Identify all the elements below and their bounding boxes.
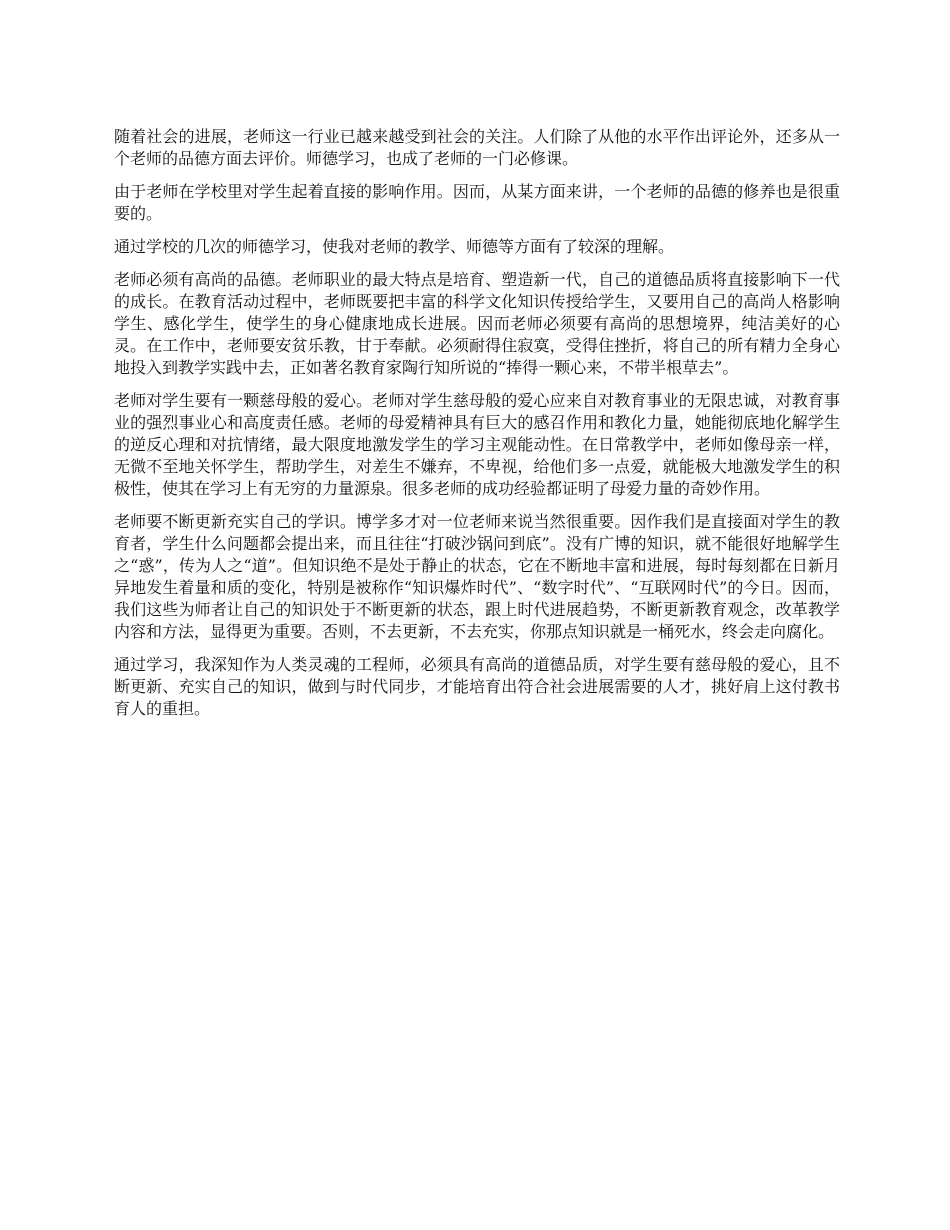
- document-body: [114, 126, 840, 731]
- paragraph-4: 老师必须有高尚的品德。老师职业的最大特点是培育、塑造新一代，自己的道德品质将直接影响下一代的成长。在教育活动过程中，老师既要把丰富的科学文化知识传授给学生，又要用自己的高尚人格影响学生、感化学生，使学生的身心健康地成长进展。因而老师必须要有高尚的思想境界，纯洁美好的心灵。在工作中，老师要安贫乐教，甘于奉献。必须耐得住寂寞，受得住挫折，将自己的所有精力全身心地投入到教学实践中去，正如著名教育家陶行知所说的“捧得一颗心来，不带半根草去”。: [114, 270, 840, 377]
- paragraph-7: 通过学习，我深知作为人类灵魂的工程师，必须具有高尚的道德品质，对学生要有慈母般的爱心，且不断更新、充实自己的知识，做到与时代同步，才能培育出符合社会进展需要的人才，挑好肩上这付教书育人的重担。: [114, 655, 840, 718]
- paragraph-2: 由于老师在学校里对学生起着直接的影响作用。因而，从某方面来讲，一个老师的品德的修养也是很重要的。: [114, 182, 840, 223]
- paragraph-1: 随着社会的进展，老师这一行业已越来越受到社会的关注。人们除了从他的水平作出评论外，还多从一个老师的品德方面去评价。师德学习，也成了老师的一门必修课。: [114, 127, 840, 168]
- paragraph-5: 老师对学生要有一颗慈母般的爱心。老师对学生慈母般的爱心应来自对教育事业的无限忠诚，对教育事业的强烈事业心和高度责任感。老师的母爱精神具有巨大的感召作用和教化力量，她能彻底地化解学生的逆反心理和对抗情绪，最大限度地激发学生的学习主观能动性。在日常教学中，老师如像母亲一样，无微不至地关怀学生，帮助学生，对差生不嫌弃，不卑视，给他们多一点爱，就能极大地激发学生的积极性，使其在学习上有无穷的力量源泉。很多老师的成功经验都证明了母爱力量的奇妙作用。: [114, 391, 840, 498]
- paragraph-3: 通过学校的几次的师德学习，使我对老师的教学、师德等方面有了较深的理解。: [114, 237, 675, 256]
- paragraph-6: 老师要不断更新充实自己的学识。博学多才对一位老师来说当然很重要。因作我们是直接面对学生的教育者，学生什么问题都会提出来，而且往往“打破沙锅问到底”。没有广博的知识，就不能很好地解学生之“惑”，传为人之“道”。但知识绝不是处于静止的状态，它在不断地丰富和进展，每时每刻都在日新月异地发生着量和质的变化，特别是被称作“知识爆炸时代”、“数字时代”、“互联网时代”的今日。因而，我们这些为师者让自己的知识处于不断更新的状态，跟上时代进展趋势，不断更新教育观念，改革教学内容和方法，显得更为重要。否则，不去更新，不去充实，你那点知识就是一桶死水，终会走向腐化。: [114, 512, 840, 641]
